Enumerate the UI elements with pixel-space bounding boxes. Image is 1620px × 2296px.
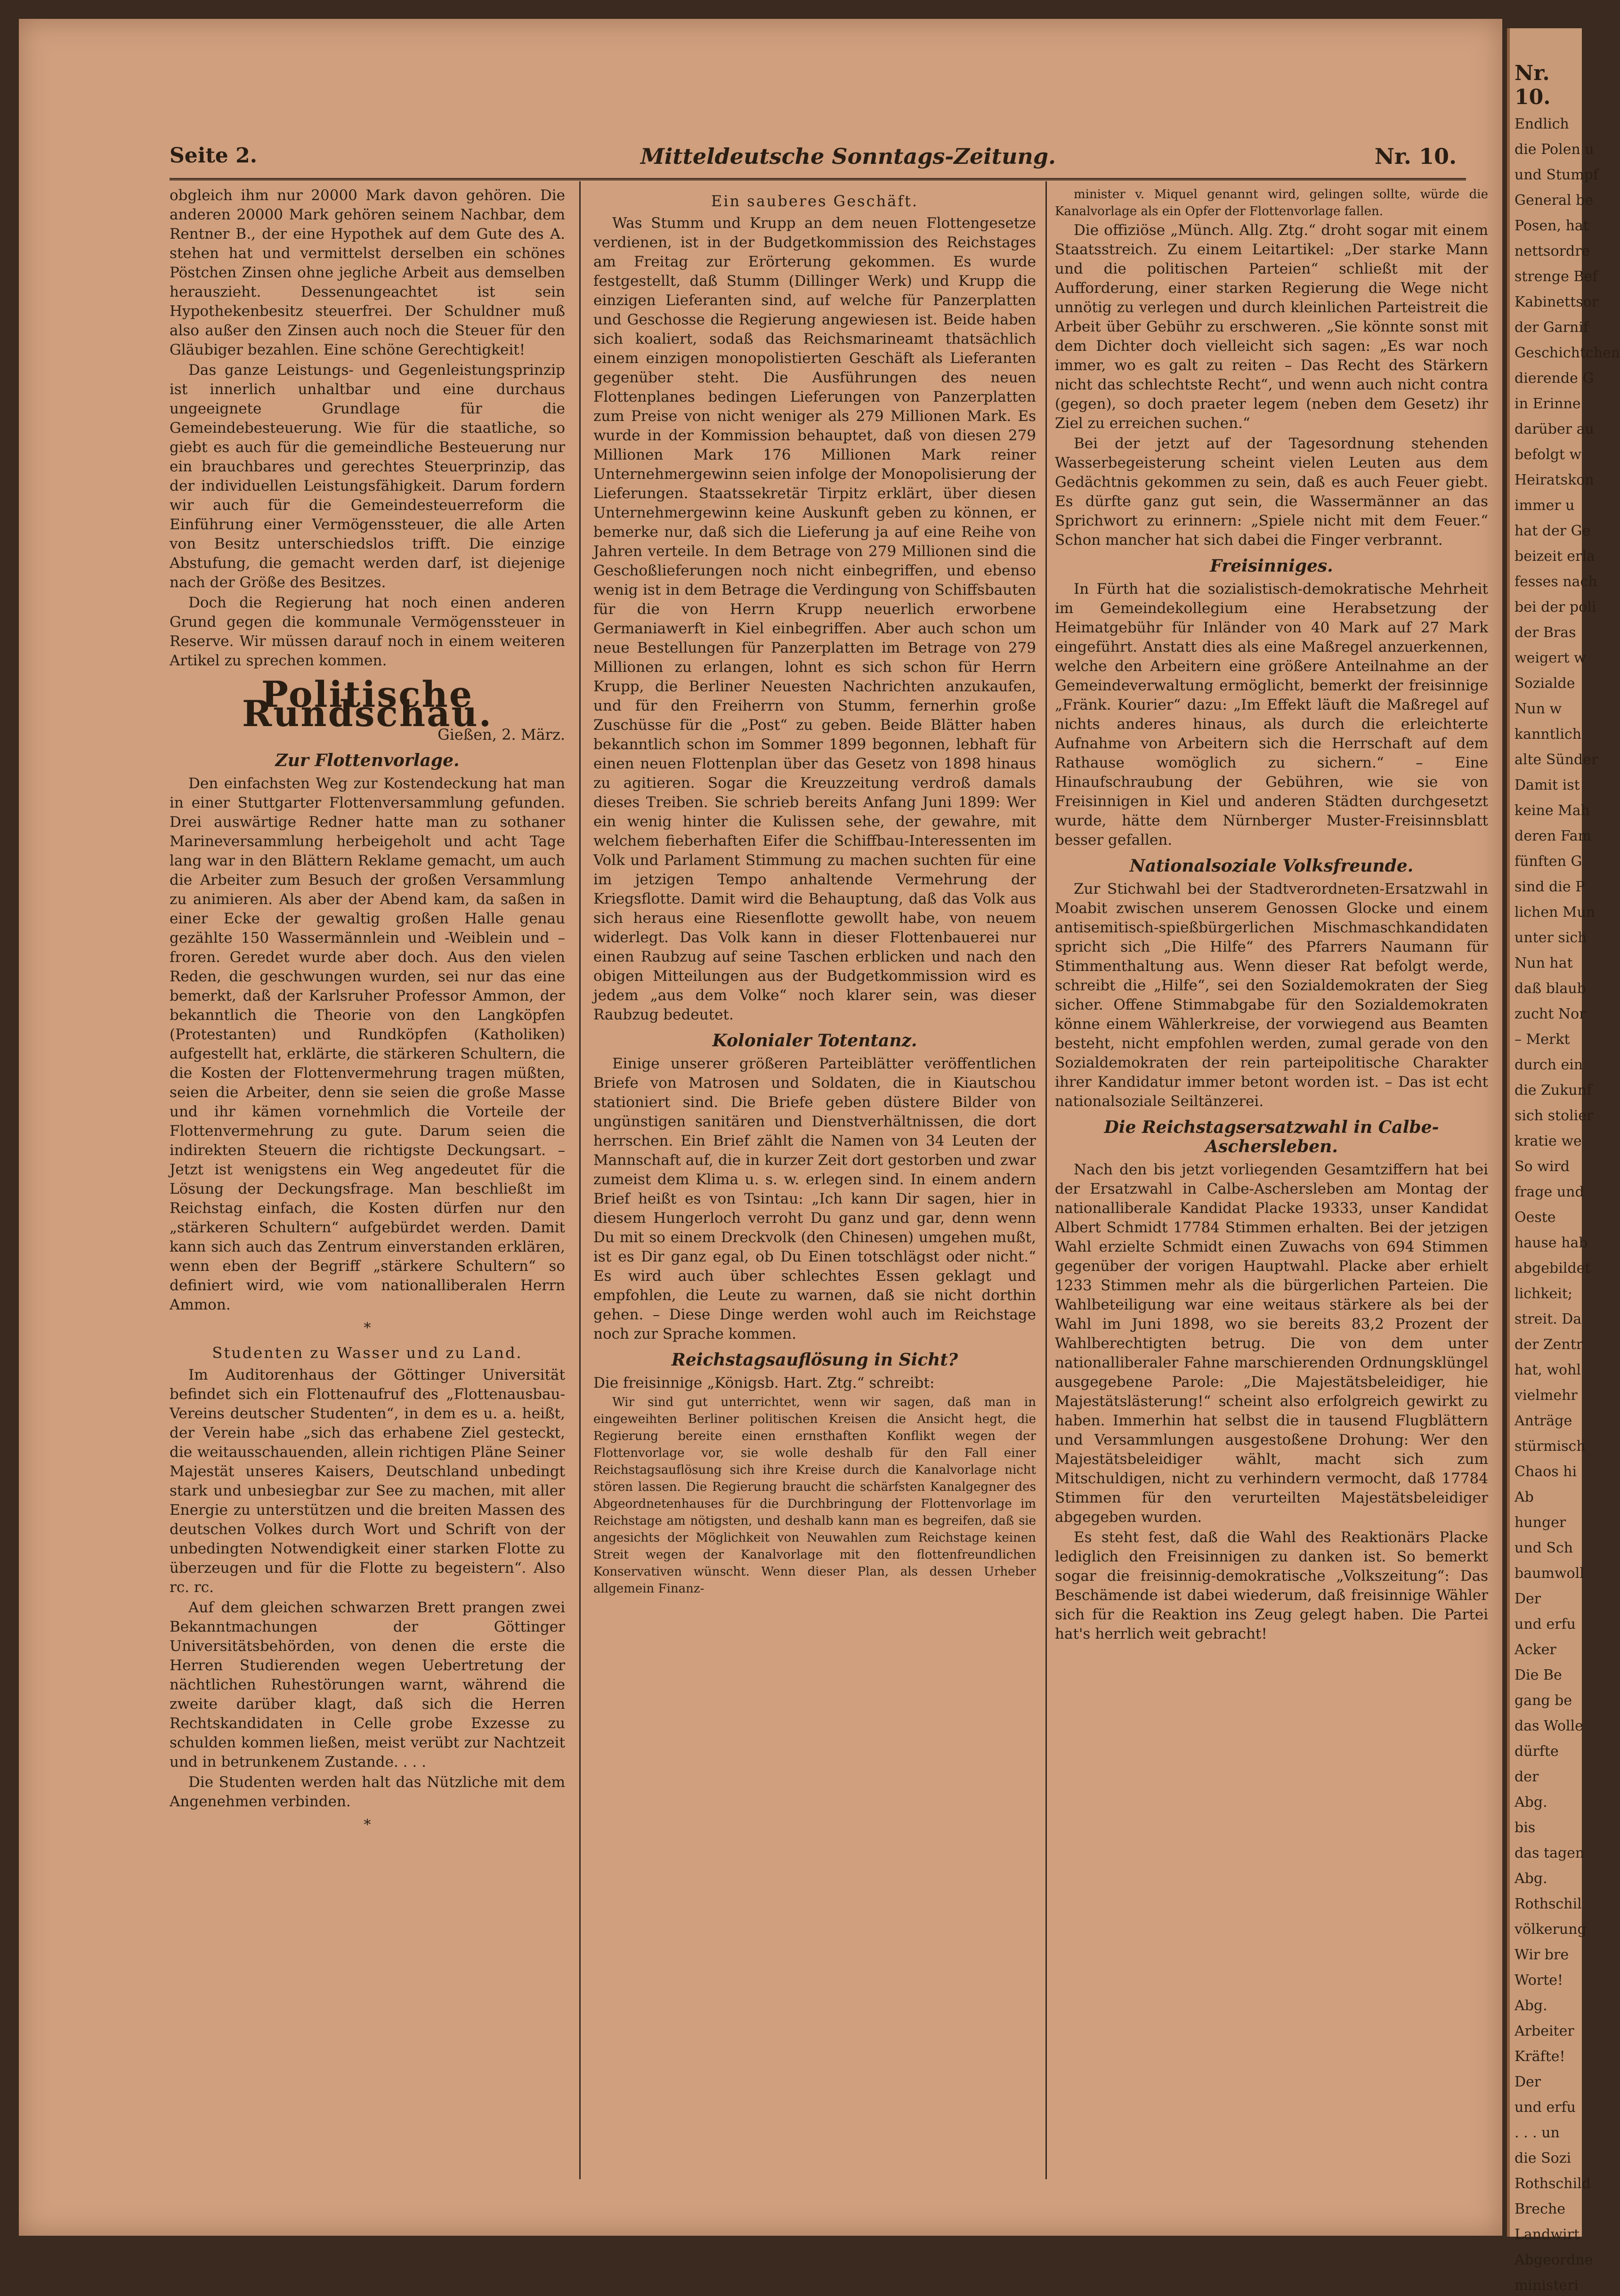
paragraph: Die Studenten werden halt das Nützliche mit dem Angenehmen verbinden.	[170, 1774, 565, 1810]
next-page-fragment: durch ein	[1515, 1057, 1583, 1073]
next-page-fragment: Heiratskon	[1515, 472, 1594, 488]
next-page-fragment: daß blaub	[1515, 980, 1586, 997]
next-page-fragment: Acker	[1515, 1641, 1556, 1658]
paragraph: Den einfachsten Weg zur Kostendeckung hat man in einer Stuttgarter Flottenversammlung gefunden. Drei auswärtige Redner hatte man zu sothaner Marineversammlung herbeigeholt und acht Tage lang war in den Blättern Reklame gemacht, um auch die Arbeiter zum Besuch der großen Versammlung zu animieren. Als aber der Abend kam, da saßen in einer Ecke der gewaltig großen Halle genau gezählte 150 Wassermännlein und -Weiblein und – froren. Geredet wurde aber doch. Aus den vielen Reden, die geschwungen wurden, sei nur das eine bemerkt, daß der Karlsruher Professor Ammon, der bekanntlich die Theorie von den Langköpfen (Protestanten) und Rundköpfen (Katholiken) aufgestellt hat, erklärte, die stärkeren Schultern, die die Kosten der Flottenvermehrung tragen müßten, seien die Arbeiter, denn sie seien die große Masse und ihr kämen vornehmlich die Vorteile der Flottenvermehrung zu gute. Darum seien die indirekten Steuern die richtigste Deckungsart. – Jetzt ist wenigstens ein Weg angedeutet für die Lösung der Deckungsfrage. Man beschließt im Reichstag einfach, die Kosten dürfen nur den „stärkeren Schultern“ aufgebürdet werden. Damit kann sich auch das Zentrum einverstanden erklären, wenn eben der Begriff „stärkere Schultern“ so definiert wird, wie vom nationalliberalen Herrn Ammon.	[170, 775, 565, 1313]
next-page-fragment: kanntlich	[1515, 726, 1582, 743]
next-page-fragment: streit. Da	[1515, 1311, 1582, 1327]
next-page-fragment: Arbeiter	[1515, 2023, 1574, 2039]
article-title: Zur Flottenvorlage.	[275, 751, 460, 770]
next-page-fragment: der Bras	[1515, 624, 1576, 641]
next-page-fragment: Oeste	[1515, 1209, 1556, 1226]
next-page-fragment: lichen Mun	[1515, 904, 1596, 921]
column-divider	[1045, 181, 1047, 2179]
next-page-fragment: sind die P	[1515, 879, 1585, 895]
next-page-fragment: fünften G	[1515, 853, 1582, 870]
next-page-fragment: gang be	[1515, 1692, 1572, 1709]
separator-star: *	[364, 1817, 371, 1833]
next-page-fragment: das tagen	[1515, 1845, 1585, 1861]
next-page-fragment: Chaos hi	[1515, 1463, 1577, 1480]
article-title: Kolonialer Totentanz.	[712, 1031, 917, 1051]
article-intro: Die freisinnige „Königsb. Hart. Ztg.“ schreibt:	[593, 1374, 935, 1391]
paragraph: Die offiziöse „Münch. Allg. Ztg.“ droht sogar mit einem Staatsstreich. Zu einem Leitartikel: „Der starke Mann und die politischen Parteien“ schließt mit der Aufforderung, einer starken Regierung die Wege nicht unnötig zu verlegen und durch kleinlichen Parteistreit die Arbeit über Gebühr zu erschweren. „Sie könnte sonst mit dem Dichter doch vielleicht sich sagen: „Es war noch immer, wo es galt zu reiten – Das Recht des Stärkern nicht das schlechtste Recht“, und wenn auch nicht contra (gegen), so doch praeter legem (neben dem Gesetz) ihr Ziel zu erreichen suchen.“	[1055, 222, 1488, 432]
next-page-fragment: baumwoll	[1515, 1565, 1584, 1582]
next-page-fragment: der Zentr	[1515, 1336, 1583, 1353]
section-title: Politische Rundschau.	[242, 673, 493, 735]
paragraph: Was Stumm und Krupp an dem neuen Flottengesetze verdienen, ist in der Budgetkommission des Reichstages am Freitag zur Erörterung gekommen. Es wurde festgestellt, daß Stumm (Dillinger Werk) und Krupp die einzigen Lieferanten sind, auf welche für Panzerplatten und Geschosse die Regierung angewiesen ist. Beide haben sich koaliert, sodaß das Reichsmarineamt thatsächlich einem einzigen monopolistierten Geschäft als Lieferanten gegenüber steht. Die Ausführungen des neuen Flottenplanes bedingen Lieferungen von Panzerplatten zum Preise von nicht weniger als 279 Millionen Mark. Es wurde in der Kommission behauptet, daß von diesen 279 Millionen Mark 176 Millionen Mark reiner Unternehmergewinn seien infolge der Monopolisierung der Lieferungen. Staatssekretär Tirpitz erklärt, über diesen Unternehmergewinn keine Auskunft geben zu können, er bemerke nur, daß sich die Lieferung ja auf eine Reihe von Jahren verteile. In dem Betrage von 279 Millionen sind die Geschoßlieferungen noch nicht einbegriffen, und ebenso wenig ist in dem Betrage die Verdingung von Schiffsbauten für die von Herrn Krupp neuerlich erworbene Germaniawerft in Kiel einbegriffen. Aber auch schon um neue Bestellungen für Panzerplatten im Betrage von 279 Millionen zu erlangen, lohnt es sich schon für Herrn Krupp, die Berliner Neuesten Nachrichten anzukaufen, und für den Freiherrn von Stumm, fernerhin große Zuschüsse für die „Post“ zu geben. Beide Blätter haben bekanntlich schon im Sommer 1899 begonnen, lebhaft für einen neuen Flottenplan über das Gesetz von 1898 hinaus zu agitieren. Sogar die Kreuzzeitung verdroß damals dieses Treiben. Sie schrieb bereits Anfang Juni 1899: Wer ein wenig hinter die Kulissen sehe, der gewahre, mit welchem fieberhaften Eifer die Schiffbau-Interessenten im Volk und Parlament Stimmung zu machen suchten für eine im jetzigen Tempo anhaltende Vermehrung der Kriegsflotte. Damit wird die Behauptung, daß das Volk aus sich heraus eine Riesenflotte gewollt habe, von neuem widerlegt. Das Volk kann in dieser Flottenbauerei nur einen Raubzug auf seine Taschen erblicken und nach den obigen Mitteilungen aus der Budgetkommission wird es jedem „aus dem Volke“ noch klarer sein, was dieser Raubzug bedeutet.	[593, 215, 1036, 1023]
next-page-fragment: Ab	[1515, 1489, 1534, 1505]
next-page-fragment: Kräfte!	[1515, 2048, 1565, 2065]
next-page-fragment: zucht Nor	[1515, 1006, 1586, 1022]
next-page-fragment: in Erinne	[1515, 396, 1581, 412]
page-header	[170, 144, 1457, 177]
next-page-fragment: alte Sünder	[1515, 752, 1598, 768]
next-page-fragment: vielmehr	[1515, 1387, 1578, 1404]
next-page-fragment: der Garnif	[1515, 319, 1589, 336]
next-page-fragment: Geschichtchen	[1515, 345, 1620, 361]
newspaper-title: Mitteldeutsche Sonntags-Zeitung.	[640, 144, 1056, 169]
next-page-fragment: strenge Bef	[1515, 268, 1598, 285]
next-page-fragment: stürmisch	[1515, 1438, 1586, 1455]
paragraph: Zur Stichwahl bei der Stadtverordneten-Ersatzwahl in Moabit zwischen unserem Genossen Glocke und einem antisemitisch-spießbürgerlichen Mischmaschkandidaten spricht sich „Die Hilfe“ des Pfarrers Naumann für Stimmenthaltung aus. Wenn dieser Rat befolgt werde, schreibt die „Hilfe“, sei den Sozialdemokraten der Sieg sicher. Offene Stimmabgabe für den Sozialdemokraten könne einem Wählerkreise, der vorwiegend aus Beamten besteht, nicht empfohlen werden, zumal gerade von den Sozialdemokraten der rein parteipolitische Charakter ihrer Kandidatur immer betont worden ist. – Das ist echt nationalsoziale Seiltänzerei.	[1055, 881, 1488, 1110]
next-page-fragment: immer u	[1515, 497, 1575, 514]
next-page-fragment: und Stumpf	[1515, 167, 1599, 183]
paragraph: In Fürth hat die sozialistisch-demokratische Mehrheit im Gemeindekollegium eine Herabsetzung der Heimatgebühr für Inländer von 40 Mark auf 27 Mark eingeführt. Anstatt dies als eine Maßregel anzuerkennen, welche den Arbeitern eine größere Anteilnahme an der Gemeindeverwaltung ermöglicht, bemerkt der freisinnige „Fränk. Kourier“ dazu: „Im Effekt läuft die Maßregel auf nichts anderes hinaus, als durch die erleichterte Aufnahme von Arbeitern sich die Herrschaft auf dem Rathause womöglich zu sichern.“ – Eine Hinaufschraubung der Gebühren, wie sie von Freisinnigen in Kiel und anderen Städten durchgesetzt wurde, hätte dem Nürnberger Muster-Freisinnsblatt besser gefallen.	[1055, 581, 1488, 849]
next-page-fragment: nettsordre	[1515, 243, 1590, 259]
subarticle-title: Studenten zu Wasser und zu Land.	[212, 1344, 523, 1362]
next-page-fragment: Nun w	[1515, 701, 1562, 717]
next-page-fragment: dürfte	[1515, 1743, 1559, 1760]
next-page-fragment: kratie we	[1515, 1133, 1582, 1149]
next-page-fragment: das Wolle	[1515, 1718, 1583, 1734]
header-rule	[170, 178, 1466, 180]
next-page-fragment: Breche	[1515, 2201, 1566, 2217]
paragraph: Doch die Regierung hat noch einen anderen Grund gegen die kommunale Vermögenssteuer in Reserve. Wir müssen darauf noch in einem weiteren Artikel zu sprechen kommen.	[170, 594, 565, 669]
col1-intro-paragraphs	[170, 186, 565, 671]
subarticle-body	[170, 1366, 565, 1811]
paragraph: Einige unserer größeren Parteiblätter veröffentlichen Briefe von Matrosen und Soldaten, die in Kiautschou stationiert sind. Die Briefe geben düstere Bilder von ungünstigen sanitären und Dienstverhältnissen, die dort herrschen. Ein Brief zählt die Namen von 34 Leuten der Mannschaft auf, die in kurzer Zeit dort gestorben und zwar zumeist dem Klima u. s. w. erlegen sind. In einem andern Brief heißt es von Tsintau: „Ich kann Dir sagen, hier in diesem Hungerloch verroht Du ganz und gar, denn wenn Du mit so einem Dreckvolk (den Chinesen) umgehen mußt, ist es Dir ganz egal, ob Du Einen totschlägst oder nicht.“ Es wird auch über schlechtes Essen geklagt und empfohlen, die Leute zu warnen, daß sie nicht dorthin gehen. – Diese Dinge werden wohl auch im Reichstage noch zur Sprache kommen.	[593, 1055, 1036, 1342]
article-title: Freisinniges.	[1210, 556, 1333, 576]
column-divider	[579, 181, 581, 2179]
next-page-fragment: deren Fam	[1515, 828, 1592, 844]
next-page-fragment: völkerung	[1515, 1921, 1587, 1938]
quote-paragraph: minister v. Miquel genannt wird, gelingen sollte, würde die Kanalvorlage als ein Opfer der Flottenvorlage fallen.	[1055, 187, 1488, 218]
next-page-fragment: bei der poli	[1515, 599, 1596, 615]
separator-star: *	[364, 1320, 371, 1336]
article-title: Ein sauberes Geschäft.	[711, 192, 919, 210]
article-body	[593, 214, 1036, 1025]
next-page-fragment: hunger	[1515, 1514, 1566, 1531]
column-1	[170, 186, 565, 1838]
next-page-fragment: abgebildet	[1515, 1260, 1591, 1277]
next-page-fragment: hat der Ge	[1515, 523, 1591, 539]
next-page-fragment: Sozialde	[1515, 675, 1575, 692]
article-body	[1055, 221, 1488, 550]
article-title: Die Reichstagsersatzwahl in Calbe-Aschersleben.	[1104, 1117, 1439, 1156]
next-page-fragment: Wir bre	[1515, 1947, 1569, 1963]
paragraph: Im Auditorenhaus der Göttinger Universität befindet sich ein Flottenaufruf des „Flottenausbau-Vereins deutscher Studenten“, in dem es u. a. heißt, der Verein habe „sich das erhabene Ziel gesteckt, die weitausschauenden, allein richtigen Pläne Seiner Majestät unseres Kaisers, Deutschland unbedingt stark und unbesiegbar zur See zu machen, mit aller Energie zu unterstützen und die breiten Massen des deutschen Volkes durch Wort und Schrift von der unbedingten Notwendigkeit einer starken Flotte zu überzeugen und für die Flotte zu begeistern“. Also rc. rc.	[170, 1366, 565, 1596]
next-page-fragment: Rothschil	[1515, 1896, 1582, 1912]
next-page-fragment: ministeri	[1515, 2277, 1579, 2294]
next-page-fragment: keine Mah	[1515, 802, 1590, 819]
next-page-fragment: Landwirt	[1515, 2226, 1580, 2243]
next-page-fragment: beizeit erla	[1515, 548, 1595, 565]
paragraph: Das ganze Leistungs- und Gegenleistungsprinzip ist innerlich unhaltbar und eine durchaus ungeeignete Grundlage für die Gemeindebesteuerung. Wie für die staatliche, so giebt es auch für die gemeindliche Besteuerung nur ein brauchbares und gerechtes Steuerprinzip, das der individuellen Leistungsfähigkeit. Darum fordern wir auch für die Gemeindesteuerreform die Einführung einer Vermögenssteuer, die alle Arten von Besitz unterschiedslos trifft. Die einzige Abstufung, die gemacht werden darf, ist diejenige nach der Größe des Besitzes.	[170, 362, 565, 591]
article-title: Nationalsoziale Volksfreunde.	[1129, 856, 1414, 876]
next-page-fragment: unter sich	[1515, 930, 1587, 946]
next-page-fragment: sich stolier	[1515, 1108, 1594, 1124]
next-page-fragment: General be	[1515, 192, 1594, 209]
next-page-fragment: Abg.	[1515, 1997, 1547, 2014]
next-page-fragments	[1510, 114, 1620, 2296]
paragraph: Auf dem gleichen schwarzen Brett prangen zwei Bekanntmachungen der Göttinger Universitätsbehörden, von denen die erste die Herren Studierenden wegen Uebertretung der nächtlichen Ruhestörungen warnt, während die zweite darüber klagt, daß sich die Herren Rechtskandidaten in Celle grobe Exzesse zu schulden kommen ließen, meist verübt zur Nachtzeit und in betrunkenem Zustande. . . .	[170, 1599, 565, 1771]
next-page-fragment: und Sch	[1515, 1540, 1573, 1556]
article-body	[593, 1054, 1036, 1344]
next-page-fragment: – Merkt	[1515, 1031, 1570, 1048]
article-title: Reichstagsauflösung in Sicht?	[671, 1350, 958, 1370]
column-3	[1055, 186, 1488, 1645]
article-body	[170, 774, 565, 1315]
next-page-fragment: So wird	[1515, 1158, 1570, 1175]
quote-paragraph: Wir sind gut unterrichtet, wenn wir sagen, daß man in eingeweihten Berliner politischen Kreisen die Ansicht hegt, die Regierung bereite einen ernsthaften Konflikt wegen der Flottenvorlage vor, sie wolle deshalb für den Fall einer Reichstagsauflösung sich ihre Kreise durch die Kanalvorlage nicht stören lassen. Die Regierung braucht die schärfsten Kanalgegner des Abgeordnetenhauses für die Durchbringung der Flottenvorlage im Reichstage am nötigsten, und deshalb kann man es begreifen, daß sie angesichts der Möglichkeit von Neuwahlen zum Reichstage keinen Streit wegen der Kanalvorlage mit den flottenfreundlichen Konservativen wünscht. Wenn dieser Plan, als dessen Urheber allgemein Finanz-	[593, 1395, 1036, 1596]
next-page-fragment: Die Be	[1515, 1667, 1562, 1683]
next-page-fragment: Damit ist	[1515, 777, 1580, 793]
column-2	[593, 186, 1036, 1598]
next-page-fragment: Endlich	[1515, 116, 1569, 132]
next-page-fragment: die Zukunf	[1515, 1082, 1592, 1099]
next-page-fragment: . . . un	[1515, 2125, 1560, 2141]
paragraph: Nach den bis jetzt vorliegenden Gesamtziffern hat bei der Ersatzwahl in Calbe-Aschersleben am Montag der nationalliberale Kandidat Placke 19333, unser Kandidat Albert Schmidt 17784 Stimmen erhalten. Bei der jetzigen Wahl erzielte Schmidt einen Zuwachs von 694 Stimmen gegenüber der vorigen Hauptwahl. Placke aber erhielt 1233 Stimmen mehr als die bürgerlichen Parteien. Die Wahlbeteiligung war eine weitaus stärkere als bei der Wahl im Juni 1898, wo sie bereits 83,2 Prozent der Wahlberechtigten betrug. Die von dem unter nationalliberaler Fahne marschierenden Ordnungsklüngel ausgegebene Parole: „Die Majestätsbeleidiger, hie Majestätslästerung!“ scheint also erfolgreich gewirkt zu haben. Immerhin hat selbst die in tausend Flugblättern und Versammlungen ausgestoßene Drohung: Wer den Majestätsbeleidiger wählt, macht sich zum Mitschuldigen, nicht zu verhindern vermocht, daß 17784 Stimmen für den verurteilten Majestätsbeleidiger abgegeben wurden.	[1055, 1161, 1488, 1526]
next-page-fragment: weigert w	[1515, 650, 1586, 666]
next-page-fragment: Abg.	[1515, 1870, 1547, 1887]
next-page-fragment: hat, wohl	[1515, 1362, 1581, 1378]
next-page-fragment: Abg.	[1515, 1794, 1547, 1811]
next-page-fragment: hause hab	[1515, 1235, 1588, 1251]
dateline: Gießen, 2. März.	[437, 726, 565, 744]
page-label: Seite 2.	[170, 144, 258, 168]
paragraph: Bei der jetzt auf der Tagesordnung stehenden Wasserbegeisterung scheint vielen Leuten aus dem Gedächtnis gekommen zu sein, daß es auch Feuer giebt. Es dürfte ganz gut sein, die Wassermänner an das Sprichwort zu erinnern: „Spiele nicht mit dem Feuer.“ Schon mancher hat sich dabei die Finger verbrannt.	[1055, 435, 1488, 549]
next-page-fragment: bis	[1515, 1819, 1536, 1836]
next-page-fragment: Worte!	[1515, 1972, 1563, 1989]
next-page-fragment: Nun hat	[1515, 955, 1573, 971]
next-page-fragment: frage und	[1515, 1184, 1584, 1200]
next-page-fragment: die Sozi	[1515, 2150, 1571, 2167]
article-body	[1055, 880, 1488, 1111]
next-page-fragment: der	[1515, 1769, 1539, 1785]
next-page-fragment: befolgt w	[1515, 446, 1582, 463]
next-page-fragment: Kabinettsor	[1515, 294, 1599, 310]
quoted-text	[1055, 186, 1488, 220]
next-page-fragment: Der	[1515, 2074, 1541, 2090]
paragraph: Es steht fest, daß die Wahl des Reaktionärs Placke lediglich den Freisinnigen zu danken ist. So bemerkt sogar die freisinnig-demokratische „Volkszeitung“: Das Beschämende ist dabei wiederum, daß freisinnige Wähler sich für die Reaktion ins Zeug gelegt haben. Die Partei hat's herrlich weit gebracht!	[1055, 1529, 1488, 1642]
next-page-fragment: Abgeordne	[1515, 2252, 1593, 2268]
next-page-fragment: die Polen u	[1515, 141, 1594, 158]
next-page-fragment: und erfu	[1515, 2099, 1576, 2116]
next-page-number: Nr. 10.	[1515, 61, 1551, 109]
issue-number: Nr. 10.	[1374, 144, 1457, 169]
paragraph: obgleich ihm nur 20000 Mark davon gehören. Die anderen 20000 Mark gehören seinem Nachbar, dem Rentner B., der eine Hypothek auf dem Gute des A. stehen hat und vermittelst derselben ein schönes Pöstchen Zinsen ohne jegliche Arbeit aus demselben herauszieht. Dessenungeachtet ist sein Hypothekenbesitz steuerfrei. Der Schuldner muß also außer den Zinsen auch noch die Steuer für den Gläubiger bezahlen. Eine schöne Gerechtigkeit!	[170, 187, 565, 358]
next-page-fragment: Rothschild	[1515, 2175, 1591, 2192]
next-page-fragment: Posen, hat	[1515, 218, 1589, 234]
next-page-fragment: darüber au	[1515, 421, 1594, 437]
next-page-fragment: fesses nach	[1515, 574, 1597, 590]
next-page-fragment: dierende G	[1515, 370, 1594, 387]
article-body	[1055, 580, 1488, 850]
quoted-text	[593, 1394, 1036, 1597]
next-page-fragment: Anträge	[1515, 1413, 1572, 1429]
next-page-fragment: und erfu	[1515, 1616, 1576, 1633]
article-body	[1055, 1160, 1488, 1644]
next-page-fragment: Der	[1515, 1591, 1541, 1607]
next-page-edge	[1507, 28, 1620, 2294]
next-page-fragment: lichkeit;	[1515, 1285, 1573, 1302]
